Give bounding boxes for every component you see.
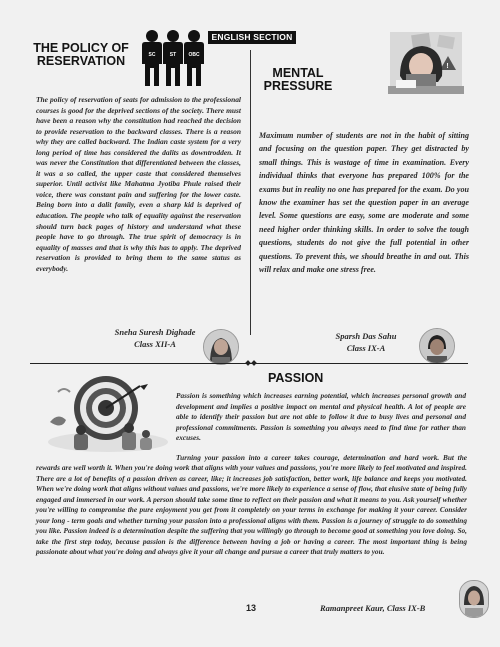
- section-label: ENGLISH SECTION: [208, 31, 296, 44]
- label-obc: OBC: [188, 52, 200, 58]
- reservation-class: Class XII-A: [134, 339, 176, 349]
- pressure-author-photo: [419, 328, 455, 364]
- divider-ornament-right: [251, 360, 257, 366]
- reservation-body: The policy of reservation of seats for admission to the professional courses is good for the deprived sections of the society. There must have been a reason why the constitution had reached the decision to provide reservation to the backward classes. There is a reason why they are called backward. The Indian caste system for a very long period of time has considered the dalits as downtrodden. It was never the Constitution that differentiated between the classes, it was a so called, the upper caste that considered themselves superior. Until activist like Mahatma Jyotiba Phule raised their voice, there was constant pain and suffering for the lower caste. Being born into a dalit family, even a sharp kid is deprived of education. The people who talk of equality against the reservation should turn back pages of history and understand what these people have to go through. The true spirit of democracy is in equality of masses and that is why this has to apply. The deprived reservation is provided to bring them to the same status as everybody.: [36, 95, 241, 273]
- reservation-title-line1: THE POLICY OF: [33, 41, 129, 55]
- pressure-title: [258, 67, 338, 93]
- target-goal-illustration: [44, 372, 172, 456]
- divider-ornament-left: [245, 360, 251, 366]
- reservation-author-photo: [203, 329, 239, 365]
- svg-text:!: !: [446, 63, 449, 70]
- reservation-signature: [90, 326, 220, 350]
- reservation-title: [26, 42, 136, 68]
- pressure-class: Class IX-A: [346, 343, 386, 353]
- passion-title: PASSION: [268, 371, 324, 385]
- passion-body: Turning your passion into a career takes courage, determination and hard work. But the rewards are well worth it. When you're doing work that aligns with your values and passions, you're more likely to feel motivated and inspired. There are a lot of benefits of a passion driven as career, like; it increases job satisfaction, better work, life balance and keeps you motivated. When we're doing work that aligns without values and passions, we're more likely to experience a sense of flow, that elusive state of being fully engaged and immersed in our work. A person should take some time to reflect on their passion and what it means to you. Ask yourself whether you're willing to compromise the pure enjoyment you get from it completely on your terms in exchange for making it your career. Consider your long - term goals and whether turning your passion into a professional aligns with them. Passion is a journey of struggle to do something you like. Passion indeed is a determination despite the suffering that you willingly go through to become good at something you love doing. So, take the first step today, because passion is the difference between having a job or having a career. The most important thing is being passionate about what you're doing and always give it your all change and pursue a career that truly matters to you.: [36, 453, 467, 557]
- page-number: 13: [246, 603, 257, 613]
- pressure-author: Sparsh Das Sahu: [335, 331, 397, 341]
- reservation-people-illustration: [140, 28, 206, 88]
- stressed-student-illustration: [384, 30, 466, 98]
- reservation-author: Sneha Suresh Dighade: [114, 327, 196, 337]
- pressure-title-line2: PRESSURE: [263, 79, 333, 94]
- pressure-title-line1: MENTAL: [272, 66, 324, 80]
- reservation-title-line2: RESERVATION: [36, 54, 126, 69]
- passion-author-photo: [459, 580, 489, 618]
- passion-intro: Passion is something which increases earning potential, which increases personal growth and development and implies a positive impact on mental and physical health. A lot of people are able to identify their passion but are not able to follow it due to busy lives and personal and professional commitments. Passion is something you always need to find time for rather than excuses.: [176, 391, 466, 442]
- column-divider: [250, 50, 251, 335]
- label-sc: SC: [148, 52, 156, 58]
- passion-author: Ramanpreet Kaur, Class IX-B: [320, 603, 426, 613]
- pressure-signature: [316, 330, 416, 354]
- pressure-body: Maximum number of students are not in the habit of sitting and focusing on the question paper. They get distracted by small things. This is wastage of time in examination. Every individual thinks that everyone has prepared 100% for the exams but in reality no one has prepared for the exam. Do you know the examiner has set the question paper in an average level. Some questions are easy, some are moderate and some need higher order thinking skills. In order to solve the tough questions, students do not give the full potential in other questions. To prevent this, we should breathe in and out. This will relax and make one stress free.: [259, 131, 469, 275]
- label-st: ST: [169, 52, 177, 58]
